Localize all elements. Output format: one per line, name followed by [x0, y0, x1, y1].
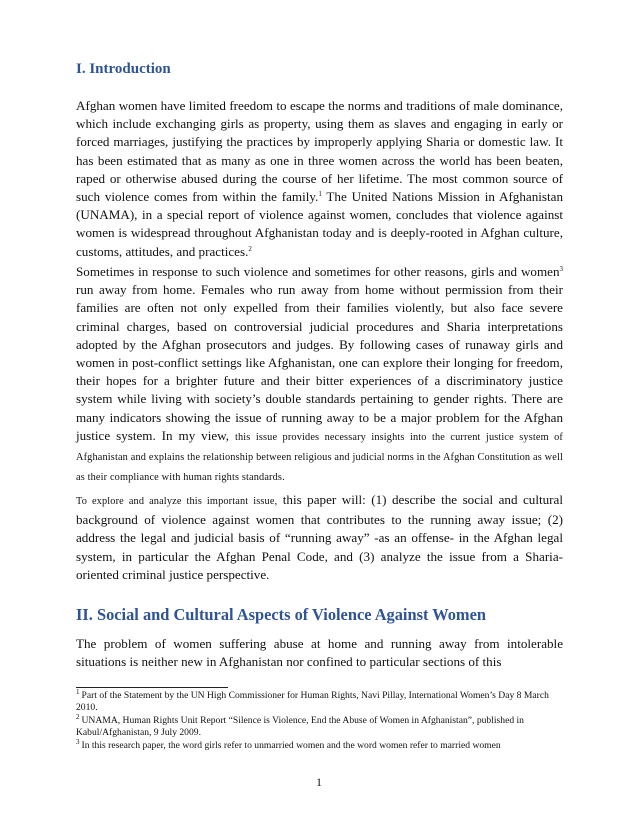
footnote-number: 2	[76, 712, 80, 721]
footnote-number: 1	[76, 688, 80, 696]
paragraph-text: run away from home. Females who run away from home without permission from their families are often not only expelled from their families violently, but also face severe criminal charges, based on controversial judicial procedures and Sharia interpretations adopted by the Afghan prosecutors and judges. By following cases of runaway girls and women in post-conflict settings like Afghanistan, one can explore their longing for freedom, their hopes for a brighter future and their bitter experiences of a discriminatory justice system while living with society’s double standards pertaining to gender rights. There are many indicators showing the issue of running away to be a major problem for the Afghan justice system. In my view,	[76, 282, 563, 443]
section-heading-introduction: I. Introduction	[76, 61, 171, 77]
footnote-number: 3	[76, 737, 80, 746]
footnote-3	[76, 737, 563, 752]
footnote-1	[76, 690, 563, 715]
footnote-ref-3[interactable]: 3	[559, 265, 563, 273]
footnote-2	[76, 712, 563, 740]
paragraph-small-text: To explore and analyze this important issue,	[76, 496, 278, 507]
footnote-ref-2[interactable]: 2	[248, 244, 252, 253]
paragraph-text: Sometimes in response to such violence and sometimes for other reasons, girls and women	[76, 264, 560, 279]
paragraph-small-text: this issue provides necessary insights into the current justice system of Afghanistan and explains the relationship between religious and judicial norms in the Afghan Constitution as well as their compliance with human rights standards.	[76, 431, 563, 484]
paragraph-text: The United Nations Mission in Afghanistan (UNAMA), in a special report of violence against women, concludes that violence against women is widespread throughout Afghanistan today and is deeply-rooted in Afghan culture, customs, attitudes, and practices.	[76, 189, 563, 259]
footnotes	[76, 690, 563, 752]
page-number: 1	[316, 775, 322, 789]
footnote-text: UNAMA, Human Rights Unit Report “Silence is Violence, End the Abuse of Women in Afghanistan”, published in Kabul/Afghanistan, 9 July 2009.	[76, 714, 524, 739]
paragraph-text: Afghan women have limited freedom to escape the norms and traditions of male dominance, which include exchanging girls as property, using them as slaves and engaging in early or forced marriages, justifying the practices by improperly applying Sharia or domestic law. It has been estimated that as many as one in three women across the world has been beaten, raped or otherwise abused during the course of her lifetime. The most common source of such violence comes from within the family.	[76, 98, 563, 205]
section-heading-social-cultural: II. Social and Cultural Aspects of Violence Against Women	[76, 605, 486, 624]
paragraph-text: this paper will: (1) describe the social and cultural background of violence against women that contributes to the running away issue; (2) address the legal and judicial basis of “running away” -as an offense- in the Afghan legal system, in particular the Afghan Penal Code, and (3) analyze the issue from a Sharia-oriented criminal justice perspective.	[76, 492, 563, 582]
paragraph-intro-1	[76, 97, 563, 261]
footnote-text: In this research paper, the word girls refer to unmarried women and the word women refer to married women	[81, 739, 501, 751]
paragraph-intro-2	[76, 263, 563, 487]
footnote-ref-1[interactable]: 1	[318, 190, 322, 199]
footnote-divider	[76, 687, 228, 688]
paragraph-intro-3	[76, 491, 563, 584]
footnote-text: Part of the Statement by the UN High Commissioner for Human Rights, Navi Pillay, International Women’s Day 8 March 2010.	[76, 690, 549, 714]
paragraph-section2-1: The problem of women suffering abuse at home and running away from intolerable situations is neither new in Afghanistan nor confined to particular sections of this	[76, 636, 563, 670]
